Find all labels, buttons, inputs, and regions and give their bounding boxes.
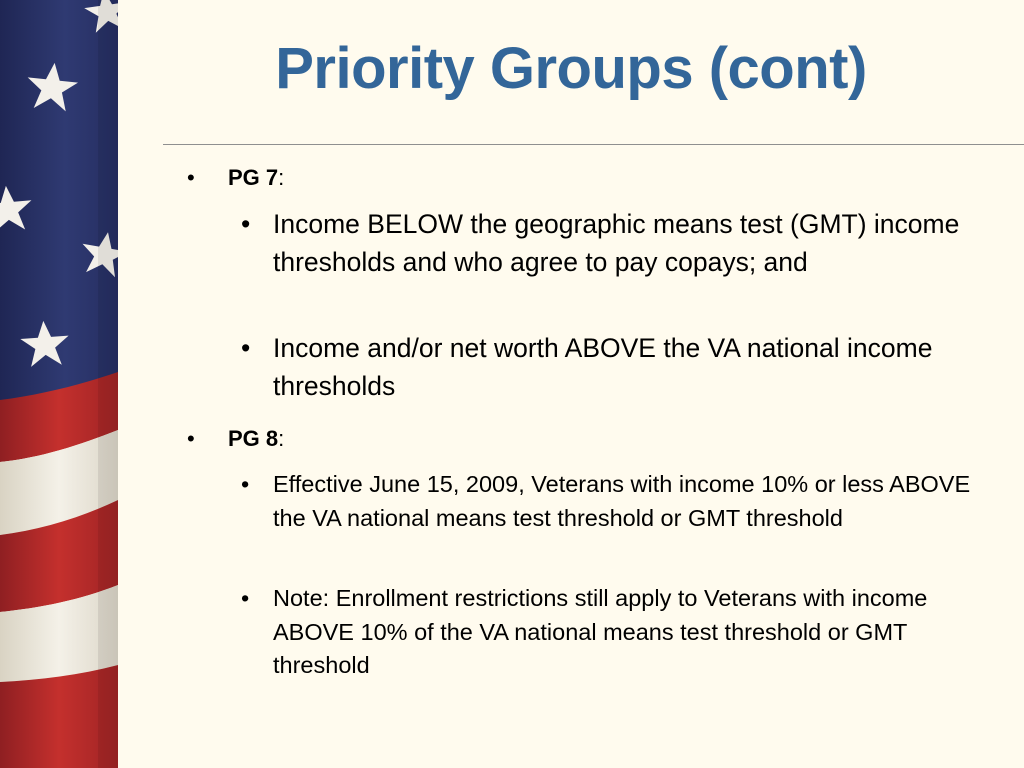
slide-title: Priority Groups (cont) xyxy=(275,36,867,101)
bullet-dot-icon: • xyxy=(241,209,251,239)
list-item-text: Income BELOW the geographic means test (GMT) income thresholds and who agree to pay copays; and xyxy=(273,209,960,277)
bullet-dot-icon: • xyxy=(187,426,195,451)
section-heading xyxy=(228,426,284,452)
section-label: PG 8 xyxy=(228,426,279,451)
bullet-dot-icon: • xyxy=(187,165,195,190)
bullet-dot-icon: • xyxy=(241,471,250,497)
section-heading xyxy=(228,165,284,191)
list-item-text: Income and/or net worth ABOVE the VA national income thresholds xyxy=(273,333,933,401)
section-suffix: : xyxy=(278,426,285,451)
section-suffix: : xyxy=(278,165,285,190)
bullet-dot-icon: • xyxy=(241,333,251,363)
section-label: PG 7 xyxy=(228,165,279,190)
bullet-dot-icon: • xyxy=(241,585,250,611)
list-item-text: Note: Enrollment restrictions still apply to Veterans with income ABOVE 10% of the VA national means test threshold or GMT threshold xyxy=(273,585,928,678)
list-item-text: Effective June 15, 2009, Veterans with income 10% or less ABOVE the VA national means test threshold or GMT threshold xyxy=(273,471,971,531)
